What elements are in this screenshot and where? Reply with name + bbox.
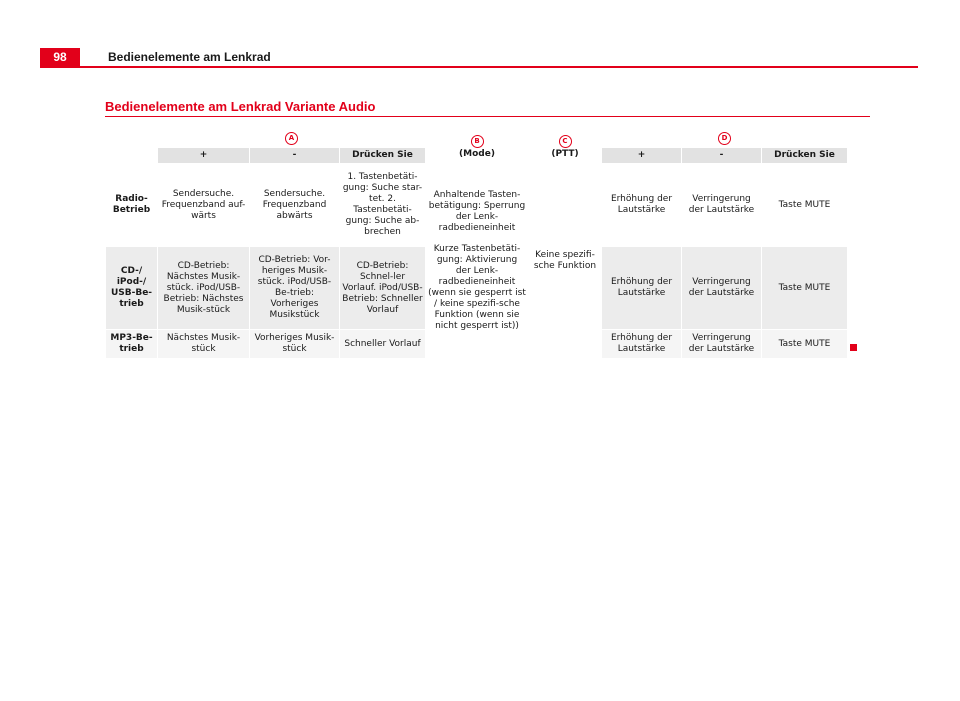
- group-letter-a: A: [285, 132, 298, 145]
- cell-d-minus: Verringerung der Lautstärke: [682, 247, 762, 330]
- group-header-row: [106, 131, 848, 148]
- group-a-header: [158, 131, 426, 148]
- cell-a-plus: Nächstes Musik-stück: [158, 330, 250, 359]
- cell-b-text-1: Anhaltende Tasten-betätigung: Sperrung der Lenk-radbedieneinheit: [428, 190, 526, 233]
- section-title: Bedienelemente am Lenkrad Variante Audio: [105, 100, 870, 117]
- cell-d-plus: Erhöhung der Lautstärke: [602, 164, 682, 247]
- subheader-d-minus: -: [682, 148, 762, 164]
- cell-a-press: 1. Tastenbetäti-gung: Suche star-tet. 2. Tastenbetäti-gung: Suche ab-brechen: [340, 164, 426, 247]
- cell-d-plus: Erhöhung der Lautstärke: [602, 247, 682, 330]
- cell-d-press: Taste MUTE: [762, 247, 848, 330]
- subheader-d-press: Drücken Sie: [762, 148, 848, 164]
- corner-cell: [106, 131, 158, 164]
- subheader-a-press: Drücken Sie: [340, 148, 426, 164]
- cell-d-plus: Erhöhung der Lautstärke: [602, 330, 682, 359]
- cell-b-text-2: Kurze Tastenbetäti-gung: Aktivierung der Lenk-radbedieneinheit (wenn sie gesperrt ist / keine spezifi-sche Funktion (wenn sie nicht gesperrt ist)): [428, 244, 526, 331]
- subheader-a-minus: -: [250, 148, 340, 164]
- subheader-d-plus: +: [602, 148, 682, 164]
- group-letter-d: D: [718, 132, 731, 145]
- cell-b-mode: [426, 164, 529, 359]
- group-c-header: [529, 131, 602, 164]
- cell-a-plus: Sendersuche. Frequenzband auf-wärts: [158, 164, 250, 247]
- section-end-marker: [850, 344, 857, 351]
- group-letter-b: B: [471, 135, 484, 148]
- row-label: CD-/ iPod-/ USB-Be-trieb: [106, 247, 158, 330]
- cell-c-ptt: Keine spezifi-sche Funktion: [529, 164, 602, 359]
- page-header: [40, 48, 918, 68]
- controls-table: [105, 130, 848, 359]
- row-label: MP3-Be-trieb: [106, 330, 158, 359]
- cell-a-minus: Vorheriges Musik-stück: [250, 330, 340, 359]
- group-letter-c: C: [559, 135, 572, 148]
- cell-d-minus: Verringerung der Lautstärke: [682, 330, 762, 359]
- group-b-header: [426, 131, 529, 164]
- page-number: 98: [40, 48, 80, 67]
- table-row-radio: [106, 164, 848, 247]
- header-title: Bedienelemente am Lenkrad: [108, 50, 271, 64]
- subheader-a-plus: +: [158, 148, 250, 164]
- group-c-caption: (PTT): [551, 148, 579, 159]
- cell-d-minus: Verringerung der Lautstärke: [682, 164, 762, 247]
- group-d-header: [602, 131, 848, 148]
- cell-a-minus: Sendersuche. Frequenzband abwärts: [250, 164, 340, 247]
- cell-d-press: Taste MUTE: [762, 330, 848, 359]
- cell-d-press: Taste MUTE: [762, 164, 848, 247]
- cell-a-press: CD-Betrieb: Schnel-ler Vorlauf. iPod/USB-Betrieb: Schneller Vorlauf: [340, 247, 426, 330]
- cell-a-minus: CD-Betrieb: Vor-heriges Musik-stück. iPod/USB-Be-trieb: Vorheriges Musikstück: [250, 247, 340, 330]
- cell-a-plus: CD-Betrieb: Nächstes Musik-stück. iPod/USB-Betrieb: Nächstes Musik-stück: [158, 247, 250, 330]
- group-b-caption: (Mode): [459, 148, 495, 159]
- cell-a-press: Schneller Vorlauf: [340, 330, 426, 359]
- row-label: Radio-Betrieb: [106, 164, 158, 247]
